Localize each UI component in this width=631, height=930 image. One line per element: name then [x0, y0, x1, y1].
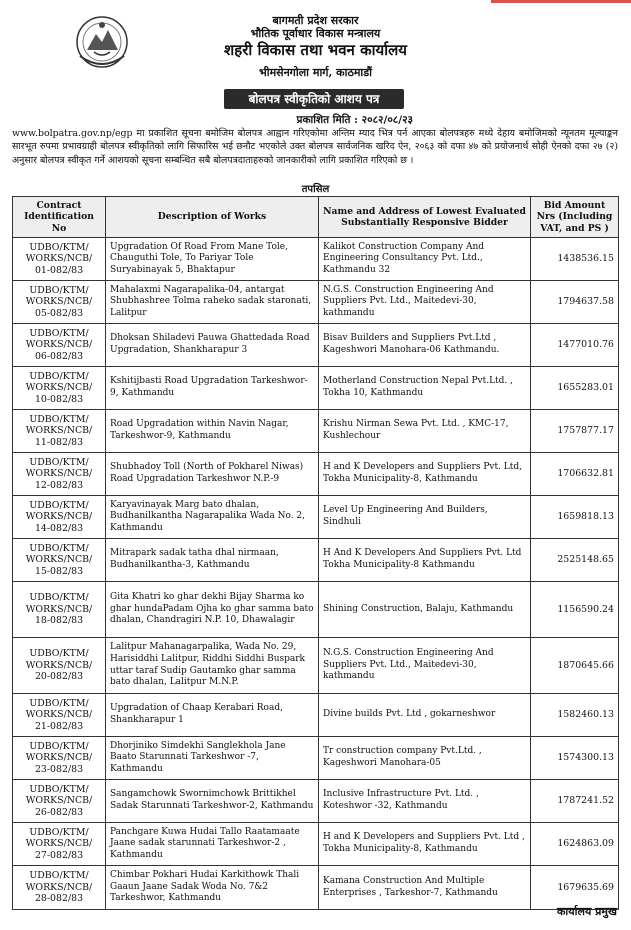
publication-date: प्रकाशित मिति : २०८२/०८/२३: [296, 114, 413, 126]
contract-id-cell: UDBO/KTM/ WORKS/NCB/ 05-082/83: [13, 281, 106, 324]
description-cell: Dhoksan Shiladevi Pauwa Ghattedada Road Upgradation, Shankharapur 3: [106, 324, 319, 367]
bid-amount-cell: 1574300.13: [531, 737, 619, 780]
bid-amount-cell: 1156590.24: [531, 582, 619, 638]
bid-amount-cell: 1870645.66: [531, 638, 619, 694]
bidder-cell: Kamana Construction And Multiple Enterprises , Tarkeshor-7, Kathmandu: [319, 866, 531, 910]
bid-amount-cell: 1794637.58: [531, 281, 619, 324]
bidder-cell: Level Up Engineering And Builders, Sindhuli: [319, 496, 531, 539]
contract-id-cell: UDBO/KTM/ WORKS/NCB/ 21-082/83: [13, 694, 106, 737]
contract-id-cell: UDBO/KTM/ WORKS/NCB/ 27-082/83: [13, 823, 106, 866]
description-cell: Gita Khatri ko ghar dekhi Bijay Sharma ko ghar hundaPadam Ojha ko ghar samma bato dhalan, Chandragiri N.P. 10, Dhawalagir: [106, 582, 319, 638]
description-cell: Kshitijbasti Road Upgradation Tarkeshwor-9, Kathmandu: [106, 367, 319, 410]
description-cell: Upgradation of Chaap Kerabari Road, Shankharapur 1: [106, 694, 319, 737]
description-cell: Upgradation Of Road From Mane Tole, Chauguthi Tole, To Pariyar Tole Suryabinayak 5, Bhaktapur: [106, 238, 319, 281]
table-row: [13, 737, 619, 780]
bidder-cell: Tr construction company Pvt.Ltd. , Kageshwori Manohara-05: [319, 737, 531, 780]
table-row: [13, 281, 619, 324]
description-cell: Chimbar Pokhari Hudai Karkithowk Thali Gaaun Jaane Sadak Woda No. 7&2 Tarkeshwor, Kathmandu: [106, 866, 319, 910]
description-cell: Road Upgradation within Navin Nagar, Tarkeshwor-9, Kathmandu: [106, 410, 319, 453]
ministry-title: भौतिक पूर्वाधार विकास मन्त्रालय: [250, 27, 381, 40]
table-row: [13, 453, 619, 496]
contract-id-cell: UDBO/KTM/ WORKS/NCB/ 23-082/83: [13, 737, 106, 780]
contracts-table: [12, 196, 619, 910]
description-cell: Sangamchowk Swornimchowk Brittikhel Sadak Starunnati Tarkeshwor-2, Kathmandu: [106, 780, 319, 823]
description-cell: Karyavinayak Marg bato dhalan, Budhanilkantha Nagarapalika Wada No. 2, Kathmandu: [106, 496, 319, 539]
bid-amount-cell: 1659818.13: [531, 496, 619, 539]
description-cell: Lalitpur Mahanagarpalika, Wada No. 29, Harisiddhi Lalitpur, Riddhi Siddhi Buspark uttar taraf Sudip Gautamko ghar samma bato dhalan, Lalitpur M.N.P.: [106, 638, 319, 694]
province-government-title: बागमती प्रदेश सरकार: [272, 14, 359, 27]
contract-id-cell: UDBO/KTM/ WORKS/NCB/ 20-082/83: [13, 638, 106, 694]
description-cell: Dhorjiniko Simdekhi Sanglekhola Jane Baato Starunnati Tarkeshwor -7, Kathmandu: [106, 737, 319, 780]
table-row: [13, 823, 619, 866]
col-header-contract-id: Contract Identification No: [13, 197, 106, 238]
bidder-cell: H and K Developers and Suppliers Pvt. Ltd , Tokha Municipality-8, Kathmandu: [319, 823, 531, 866]
bidder-cell: Divine builds Pvt. Ltd , gokarneshwor: [319, 694, 531, 737]
bid-amount-cell: 1582460.13: [531, 694, 619, 737]
col-header-description: Description of Works: [106, 197, 319, 238]
description-cell: Mahalaxmi Nagarapalika-04, antargat Shubhashree Tolma raheko sadak staronati, Lalitpur: [106, 281, 319, 324]
table-row: [13, 638, 619, 694]
description-cell: Panchgare Kuwa Hudai Tallo Raatamaate Jaane sadak starunnati Tarkeshwor-2 , Kathmandu: [106, 823, 319, 866]
table-row: [13, 582, 619, 638]
bidder-cell: Shining Construction, Balaju, Kathmandu: [319, 582, 531, 638]
schedule-heading: तपसिल: [301, 184, 330, 195]
col-header-bid-amount: Bid Amount Nrs (Including VAT, and PS ): [531, 197, 619, 238]
office-address: भीमसेनगोला मार्ग, काठमाडौं: [258, 66, 372, 79]
bidder-cell: N.G.S. Construction Engineering And Suppliers Pvt. Ltd., Maitedevi-30, kathmandu: [319, 281, 531, 324]
bidder-cell: H And K Developers And Suppliers Pvt. Ltd Tokha Municipality-8 Kathmandu: [319, 539, 531, 582]
bid-amount-cell: 1477010.76: [531, 324, 619, 367]
bid-amount-cell: 1679635.69: [531, 866, 619, 910]
table-row: [13, 496, 619, 539]
notice-banner: बोलपत्र स्वीकृतिको आशय पत्र: [224, 89, 404, 109]
bidder-cell: Motherland Construction Nepal Pvt.Ltd. , Tokha 10, Kathmandu: [319, 367, 531, 410]
bid-amount-cell: 1706632.81: [531, 453, 619, 496]
contract-id-cell: UDBO/KTM/ WORKS/NCB/ 01-082/83: [13, 238, 106, 281]
bid-amount-cell: 1757877.17: [531, 410, 619, 453]
table-row: [13, 539, 619, 582]
contract-id-cell: UDBO/KTM/ WORKS/NCB/ 15-082/83: [13, 539, 106, 582]
bid-amount-cell: 1624863.09: [531, 823, 619, 866]
description-cell: Shubhadoy Toll (North of Pokharel Niwas) Road Upgradation Tarkeshwor N.P.-9: [106, 453, 319, 496]
bid-amount-cell: 1438536.15: [531, 238, 619, 281]
bidder-cell: Kalikot Construction Company And Engineering Consultancy Pvt. Ltd., Kathmandu 32: [319, 238, 531, 281]
bid-amount-cell: 2525148.65: [531, 539, 619, 582]
bid-amount-cell: 1655283.01: [531, 367, 619, 410]
table-row: [13, 238, 619, 281]
bidder-cell: H and K Developers and Suppliers Pvt. Ltd, Tokha Municipality-8, Kathmandu: [319, 453, 531, 496]
top-accent-bar: [491, 0, 631, 3]
table-header-row: [13, 197, 619, 238]
bid-amount-cell: 1787241.52: [531, 780, 619, 823]
description-cell: Mitrapark sadak tatha dhal nirmaan, Budhanilkantha-3, Kathmandu: [106, 539, 319, 582]
bidder-cell: Inclusive Infrastructure Pvt. Ltd. , Koteshwor -32, Kathmandu: [319, 780, 531, 823]
office-title: शहरी विकास तथा भवन कार्यालय: [224, 41, 407, 59]
bidder-cell: N.G.S. Construction Engineering And Suppliers Pvt. Ltd., Maitedevi-30, kathmandu: [319, 638, 531, 694]
bidder-cell: Bisav Builders and Suppliers Pvt.Ltd , Kageshwori Manohara-06 Kathmandu.: [319, 324, 531, 367]
contract-id-cell: UDBO/KTM/ WORKS/NCB/ 12-082/83: [13, 453, 106, 496]
table-row: [13, 367, 619, 410]
contract-id-cell: UDBO/KTM/ WORKS/NCB/ 26-082/83: [13, 780, 106, 823]
table-row: [13, 866, 619, 910]
col-header-bidder: Name and Address of Lowest Evaluated Substantially Responsive Bidder: [319, 197, 531, 238]
table-row: [13, 694, 619, 737]
table-row: [13, 410, 619, 453]
contract-id-cell: UDBO/KTM/ WORKS/NCB/ 06-082/83: [13, 324, 106, 367]
bidder-cell: Krishu Nirman Sewa Pvt. Ltd. , KMC-17, Kushlechour: [319, 410, 531, 453]
contract-id-cell: UDBO/KTM/ WORKS/NCB/ 18-082/83: [13, 582, 106, 638]
office-chief-signature: कार्यालय प्रमुख: [556, 905, 617, 918]
contract-id-cell: UDBO/KTM/ WORKS/NCB/ 14-082/83: [13, 496, 106, 539]
contract-id-cell: UDBO/KTM/ WORKS/NCB/ 28-082/83: [13, 866, 106, 910]
notice-body: www.bolpatra.gov.np/egp मा प्रकाशित सूचना बमोजिम बोलपत्र आह्वान गरिएकोमा अन्तिम म्याद भित्र पर्न आएका बोलपत्रहरु मध्ये देहाय बमोजिमको न्यूनतम मूल्याङ्कन सारभूत रुपमा प्रभावग्राही बोलपत्र स्वीकृतिको लागि सिफारिस भई छनौट भएकोले उक्त बोलपत्र सार्वजनिक खरिद ऐन, २०६३ को दफा ४७ को प्रयोजनार्थ सोही ऐनको दफा २७ (२) अनुसार बोलपत्र स्वीकृत गर्ने आशयको सूचना सम्बन्धित सबै बोलपत्रदाताहरुको जानकारीको लागि प्रकाशित गरिएको छ ।: [12, 128, 619, 166]
table-row: [13, 780, 619, 823]
contract-id-cell: UDBO/KTM/ WORKS/NCB/ 11-082/83: [13, 410, 106, 453]
contract-id-cell: UDBO/KTM/ WORKS/NCB/ 10-082/83: [13, 367, 106, 410]
table-row: [13, 324, 619, 367]
